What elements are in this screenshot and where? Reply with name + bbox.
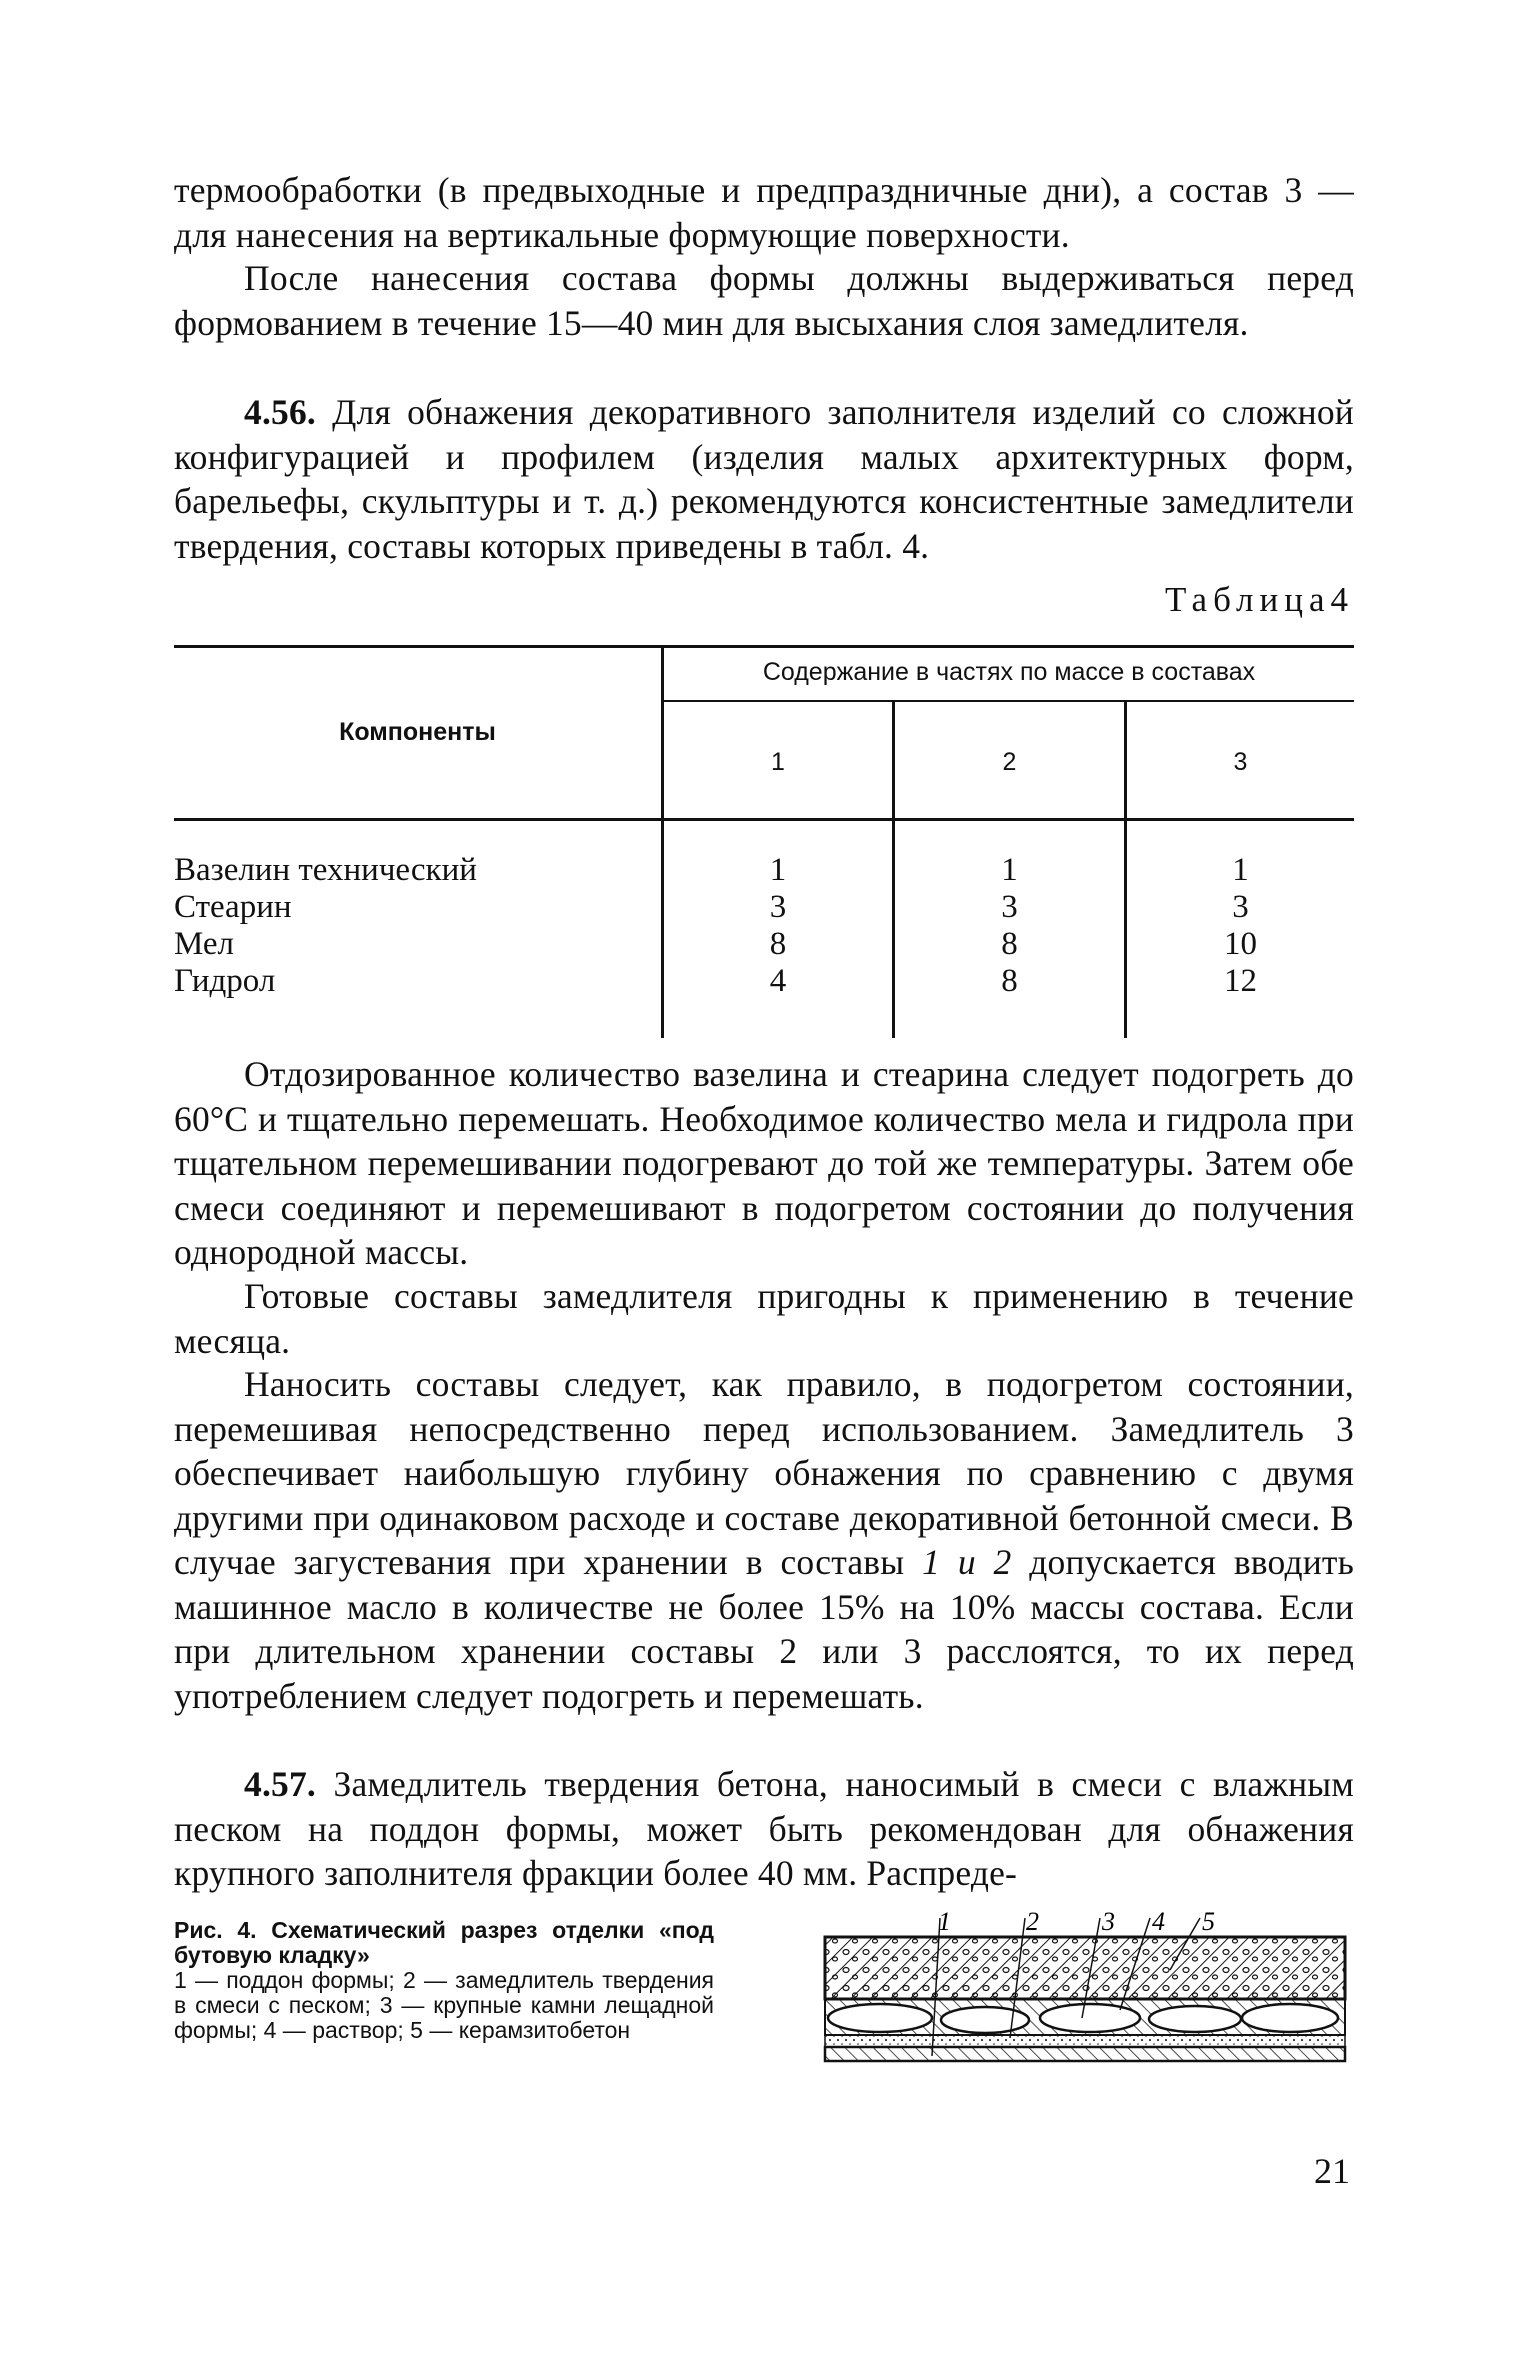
paragraph-application-italic: 1 и 2 bbox=[922, 1542, 1012, 1582]
paragraph-4-57 bbox=[174, 1762, 1354, 1896]
figure-label-3: 3 bbox=[1102, 1910, 1115, 1936]
table-title: Таблица4 bbox=[1165, 580, 1354, 619]
cell-chalk-3: 10 bbox=[1224, 926, 1257, 962]
paragraph-application-text-c: допускается вводить машинное масло в количестве не более 15% на 10% массы состава. Если при длительном хранении составы 2 или 3 расслоятся, то их перед употреблением следует подогреть и перемешать. bbox=[174, 1542, 1355, 1716]
layer-pallet bbox=[825, 2047, 1345, 2061]
row-name-hydrol: Гидрол bbox=[174, 963, 276, 999]
section-number-4-57: 4.57. bbox=[244, 1764, 316, 1804]
section-number-4-56: 4.56. bbox=[244, 392, 316, 432]
cell-hydrol-3: 12 bbox=[1224, 963, 1257, 999]
composition-table bbox=[174, 640, 1354, 1040]
cell-stearin-2: 3 bbox=[1001, 889, 1018, 925]
paragraph-application bbox=[174, 1362, 1354, 1718]
figure-label-5: 5 bbox=[1202, 1910, 1215, 1936]
header-col-3: 3 bbox=[1233, 748, 1248, 776]
section-diagram bbox=[820, 1910, 1350, 2110]
table-subheader-rule bbox=[664, 700, 1354, 702]
figure-label-2: 2 bbox=[1026, 1910, 1039, 1936]
cell-stearin-3: 3 bbox=[1232, 889, 1249, 925]
table-header-rule bbox=[174, 818, 1354, 821]
cell-hydrol-2: 8 bbox=[1001, 963, 1018, 999]
cell-hydrol-1: 4 bbox=[769, 963, 787, 999]
row-name-stearin: Стеарин bbox=[174, 889, 292, 925]
header-content-group: Содержание в частях по массе в составах bbox=[762, 658, 1256, 686]
paragraph-application-text-a: Наносить составы следует, как правило, в подогретом состоянии, перемешивая непосредственно перед использованием. Замедлитель 3 обеспечивает наибольшую глубину обнажения по сравнению с двумя другими при одинаковом расходе и составе декоративной бетонной смеси. В случае загустевания при хранении в составы bbox=[174, 1364, 1354, 1582]
paragraph-drying-time: После нанесения состава формы должны выдерживаться перед формованием в течение 15—40 мин для высыхания слоя замедлителя. bbox=[174, 258, 1354, 343]
cell-stearin-1: 3 bbox=[769, 889, 787, 925]
cell-vaseline-2: 1 bbox=[1001, 852, 1018, 888]
layer-keramzit-concrete bbox=[825, 1937, 1345, 1999]
cell-vaseline-3: 1 bbox=[1232, 852, 1249, 888]
row-name-chalk: Мел bbox=[174, 926, 235, 962]
header-components: Компоненты bbox=[339, 718, 496, 746]
figure-caption-legend: 1 — поддон формы; 2 — замедлитель твердения в смеси с песком; 3 — крупные камни лещадной формы; 4 — раствор; 5 — керамзитобетон bbox=[174, 1967, 714, 2043]
header-col-2: 2 bbox=[1002, 748, 1017, 776]
cell-chalk-1: 8 bbox=[769, 926, 787, 962]
paragraph-4-57-text: Замедлитель твердения бетона, наносимый в смеси с влажным песком на поддон формы, может быть рекомендован для обнажения крупного заполнителя фракции более 40 мм. Распреде- bbox=[174, 1764, 1355, 1893]
figure-caption-title: Рис. 4. Схематический разрез отделки «под бутовую кладку» bbox=[174, 1917, 714, 1968]
header-col-1: 1 bbox=[771, 748, 785, 776]
paragraph-shelf-life: Готовые составы замедлителя пригодны к применению в течение месяца. bbox=[174, 1276, 1354, 1361]
figure-label-1: 1 bbox=[938, 1910, 951, 1936]
row-name-vaseline: Вазелин технический bbox=[174, 852, 477, 888]
cell-vaseline-1: 1 bbox=[769, 852, 787, 888]
figure-label-4: 4 bbox=[1152, 1910, 1165, 1936]
paragraph-4-56-text: Для обнажения декоративного заполнителя изделий со сложной конфигурацией и профилем (изделия малых архитектурных форм, барельефы, скульптуры и т. д.) рекомендуются консистентные замедлители твердения, составы которых приведены в табл. 4. bbox=[174, 392, 1355, 566]
figure-caption bbox=[174, 1918, 714, 2043]
table-top-rule bbox=[174, 645, 1354, 648]
paragraph-continuation: термообработки (в предвыходные и предпраздничные дни), а состав 3 — для нанесения на вертикальные формующие поверхности. bbox=[174, 170, 1354, 255]
page-number: 21 bbox=[1314, 2151, 1350, 2191]
layer-retarder-sand bbox=[825, 2035, 1345, 2047]
paragraph-4-56 bbox=[174, 390, 1354, 568]
paragraph-heating: Отдозированное количество вазелина и стеарина следует подогреть до 60°С и тщательно перемешать. Необходимое количество мела и гидрола при тщательном перемешивании подогревают до той же температуры. Затем обе смеси соединяют и перемешивают в подогретом состоянии до получения однородной массы. bbox=[174, 1054, 1354, 1272]
cell-chalk-2: 8 bbox=[1001, 926, 1018, 962]
